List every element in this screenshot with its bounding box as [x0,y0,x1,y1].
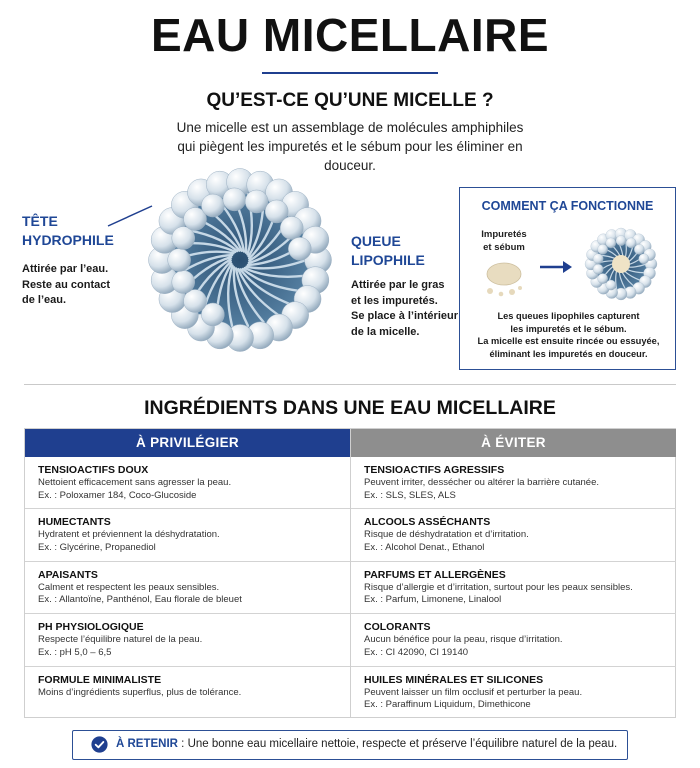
favor-row-title: PH PHYSIOLOGIQUE [38,621,144,634]
sebum-droplet-icon [509,289,515,295]
sebum-droplet-icon [518,286,522,290]
section-title-micelle: QU’EST-CE QU’UNE MICELLE ? [206,90,494,111]
avoid-row [351,457,676,509]
section-divider [24,384,676,385]
tail-label-line-2: LIPOPHILE [351,252,425,268]
avoid-row [351,614,676,666]
favor-row-example: Ex. : Allantoïne, Panthénol, Eau florale de bleuet [38,594,242,606]
ingredients-title: INGRÉDIENTS DANS UNE EAU MICELLAIRE [144,397,556,419]
intro-line-2: qui piègent les impuretés et le sébum pour les éliminer en douceur. [177,139,523,173]
ingredients-table [24,428,676,718]
title-underline [262,72,438,74]
sebum-droplet-icon [487,288,493,294]
avoid-row-desc: Peuvent irriter, dessécher ou altérer la barrière cutanée. [364,477,599,488]
how-line-2: les impuretés et le sébum. [510,323,627,334]
sebum-blob-icon [487,263,521,285]
head-label-line-1: TÊTE [22,213,58,229]
avoid-row-example: Ex. : Alcohol Denat., Ethanol [364,541,485,553]
impurities-line-1: Impuretés [481,229,527,240]
favor-row-desc: Calment et respectent les peaux sensibles. [38,581,220,593]
avoid-column [351,429,676,717]
tail-label [351,232,461,270]
favor-row-example: Ex. : Poloxamer 184, Coco-Glucoside [38,489,197,501]
favor-row [25,614,350,666]
avoid-row-title: COLORANTS [364,621,431,634]
avoid-row-desc: Aucun bénéfice pour la peau, risque d’irritation. [364,634,563,646]
favor-row-desc: Hydratent et préviennent la déshydratation. [38,529,220,541]
page-title: EAU MICELLAIRE [151,9,549,61]
how-line-3: La micelle est ensuite rincée ou essuyée, [477,336,660,346]
head-desc-line-3: de l’eau. [22,294,67,306]
favor-row-example: Ex. : pH 5,0 – 6,5 [38,646,112,658]
avoid-row-example: Ex. : CI 42090, CI 19140 [364,646,469,658]
key-takeaway-box [72,730,628,760]
how-it-works-text [466,310,671,360]
avoid-row-example: Ex. : Parfum, Limonene, Linalool [364,594,502,606]
head-label [22,212,152,250]
sebum-droplet-icon [499,292,504,297]
tail-label-line-1: QUEUE [351,233,401,249]
how-it-works-title: COMMENT ÇA FONCTIONNE [481,199,654,213]
tail-description [351,278,461,340]
avoid-row-title: TENSIOACTIFS AGRESSIFS [364,464,505,476]
how-it-works-box [459,187,676,370]
key-takeaway-label: À RETENIR [116,738,178,750]
favor-row-title: FORMULE MINIMALISTE [38,673,162,686]
avoid-header: À ÉVITER [351,429,676,457]
head-desc-line-2: Reste au contact [22,278,111,291]
favor-column [25,429,350,717]
favor-row-example: Ex. : Glycérine, Propanediol [38,541,156,553]
avoid-row-title: HUILES MINÉRALES ET SILICONES [364,673,544,686]
small-micelle-icon [585,228,657,300]
favor-row-title: APAISANTS [38,568,98,581]
avoid-row-title: PARFUMS ET ALLERGÈNES [364,568,506,581]
arrow-right-head-icon [563,261,572,273]
head-description [22,262,152,309]
key-takeaway-message: : Une bonne eau micellaire nettoie, respecte et préserve l’équilibre naturel de la peau. [177,738,618,750]
favor-row [25,457,350,509]
favor-row-desc: Moins d’ingrédients superflus, plus de tolérance. [38,686,242,698]
avoid-row [351,509,676,561]
key-takeaway-text [116,738,617,750]
impurities-line-2: et sébum [483,242,525,253]
avoid-row-title: ALCOOLS ASSÉCHANTS [364,516,491,529]
how-line-4: éliminant les impuretés en douceur. [489,348,648,359]
tail-desc-line-4: de la micelle. [351,325,420,338]
avoid-row-desc: Risque d’allergie et d’irritation, surtout pour les peaux sensibles. [364,581,633,593]
avoid-row-example: Ex. : Paraffinum Liquidum, Dimethicone [364,699,531,711]
head-label-line-2: HYDROPHILE [22,232,114,248]
avoid-row-desc: Risque de déshydratation et d’irritation. [364,529,529,541]
how-line-1: Les queues lipophiles capturent [497,311,640,321]
avoid-row-example: Ex. : SLS, SLES, ALS [364,489,456,501]
favor-row-desc: Respecte l’équilibre naturel de la peau. [38,634,203,646]
favor-row [25,509,350,561]
intro-line-1: Une micelle est un assemblage de molécules amphiphiles [176,120,524,135]
favor-row [25,562,350,614]
favor-row-title: HUMECTANTS [38,516,111,529]
tail-desc-line-3: Se place à l’intérieur [351,310,458,322]
micelle-illustration [140,160,340,360]
favor-header: À PRIVILÉGIER [25,429,350,457]
avoid-row [351,562,676,614]
check-circle-icon [91,736,108,753]
favor-row-title: TENSIOACTIFS DOUX [38,464,149,476]
tail-desc-line-1: Attirée par le gras [351,279,445,291]
avoid-row-desc: Peuvent laisser un film occlusif et perturber la peau. [364,686,583,698]
head-desc-line-1: Attirée par l’eau. [22,263,109,275]
favor-row [25,667,350,719]
tail-desc-line-2: et les impuretés. [351,294,438,307]
avoid-row [351,667,676,719]
favor-row-desc: Nettoient efficacement sans agresser la peau. [38,477,232,488]
